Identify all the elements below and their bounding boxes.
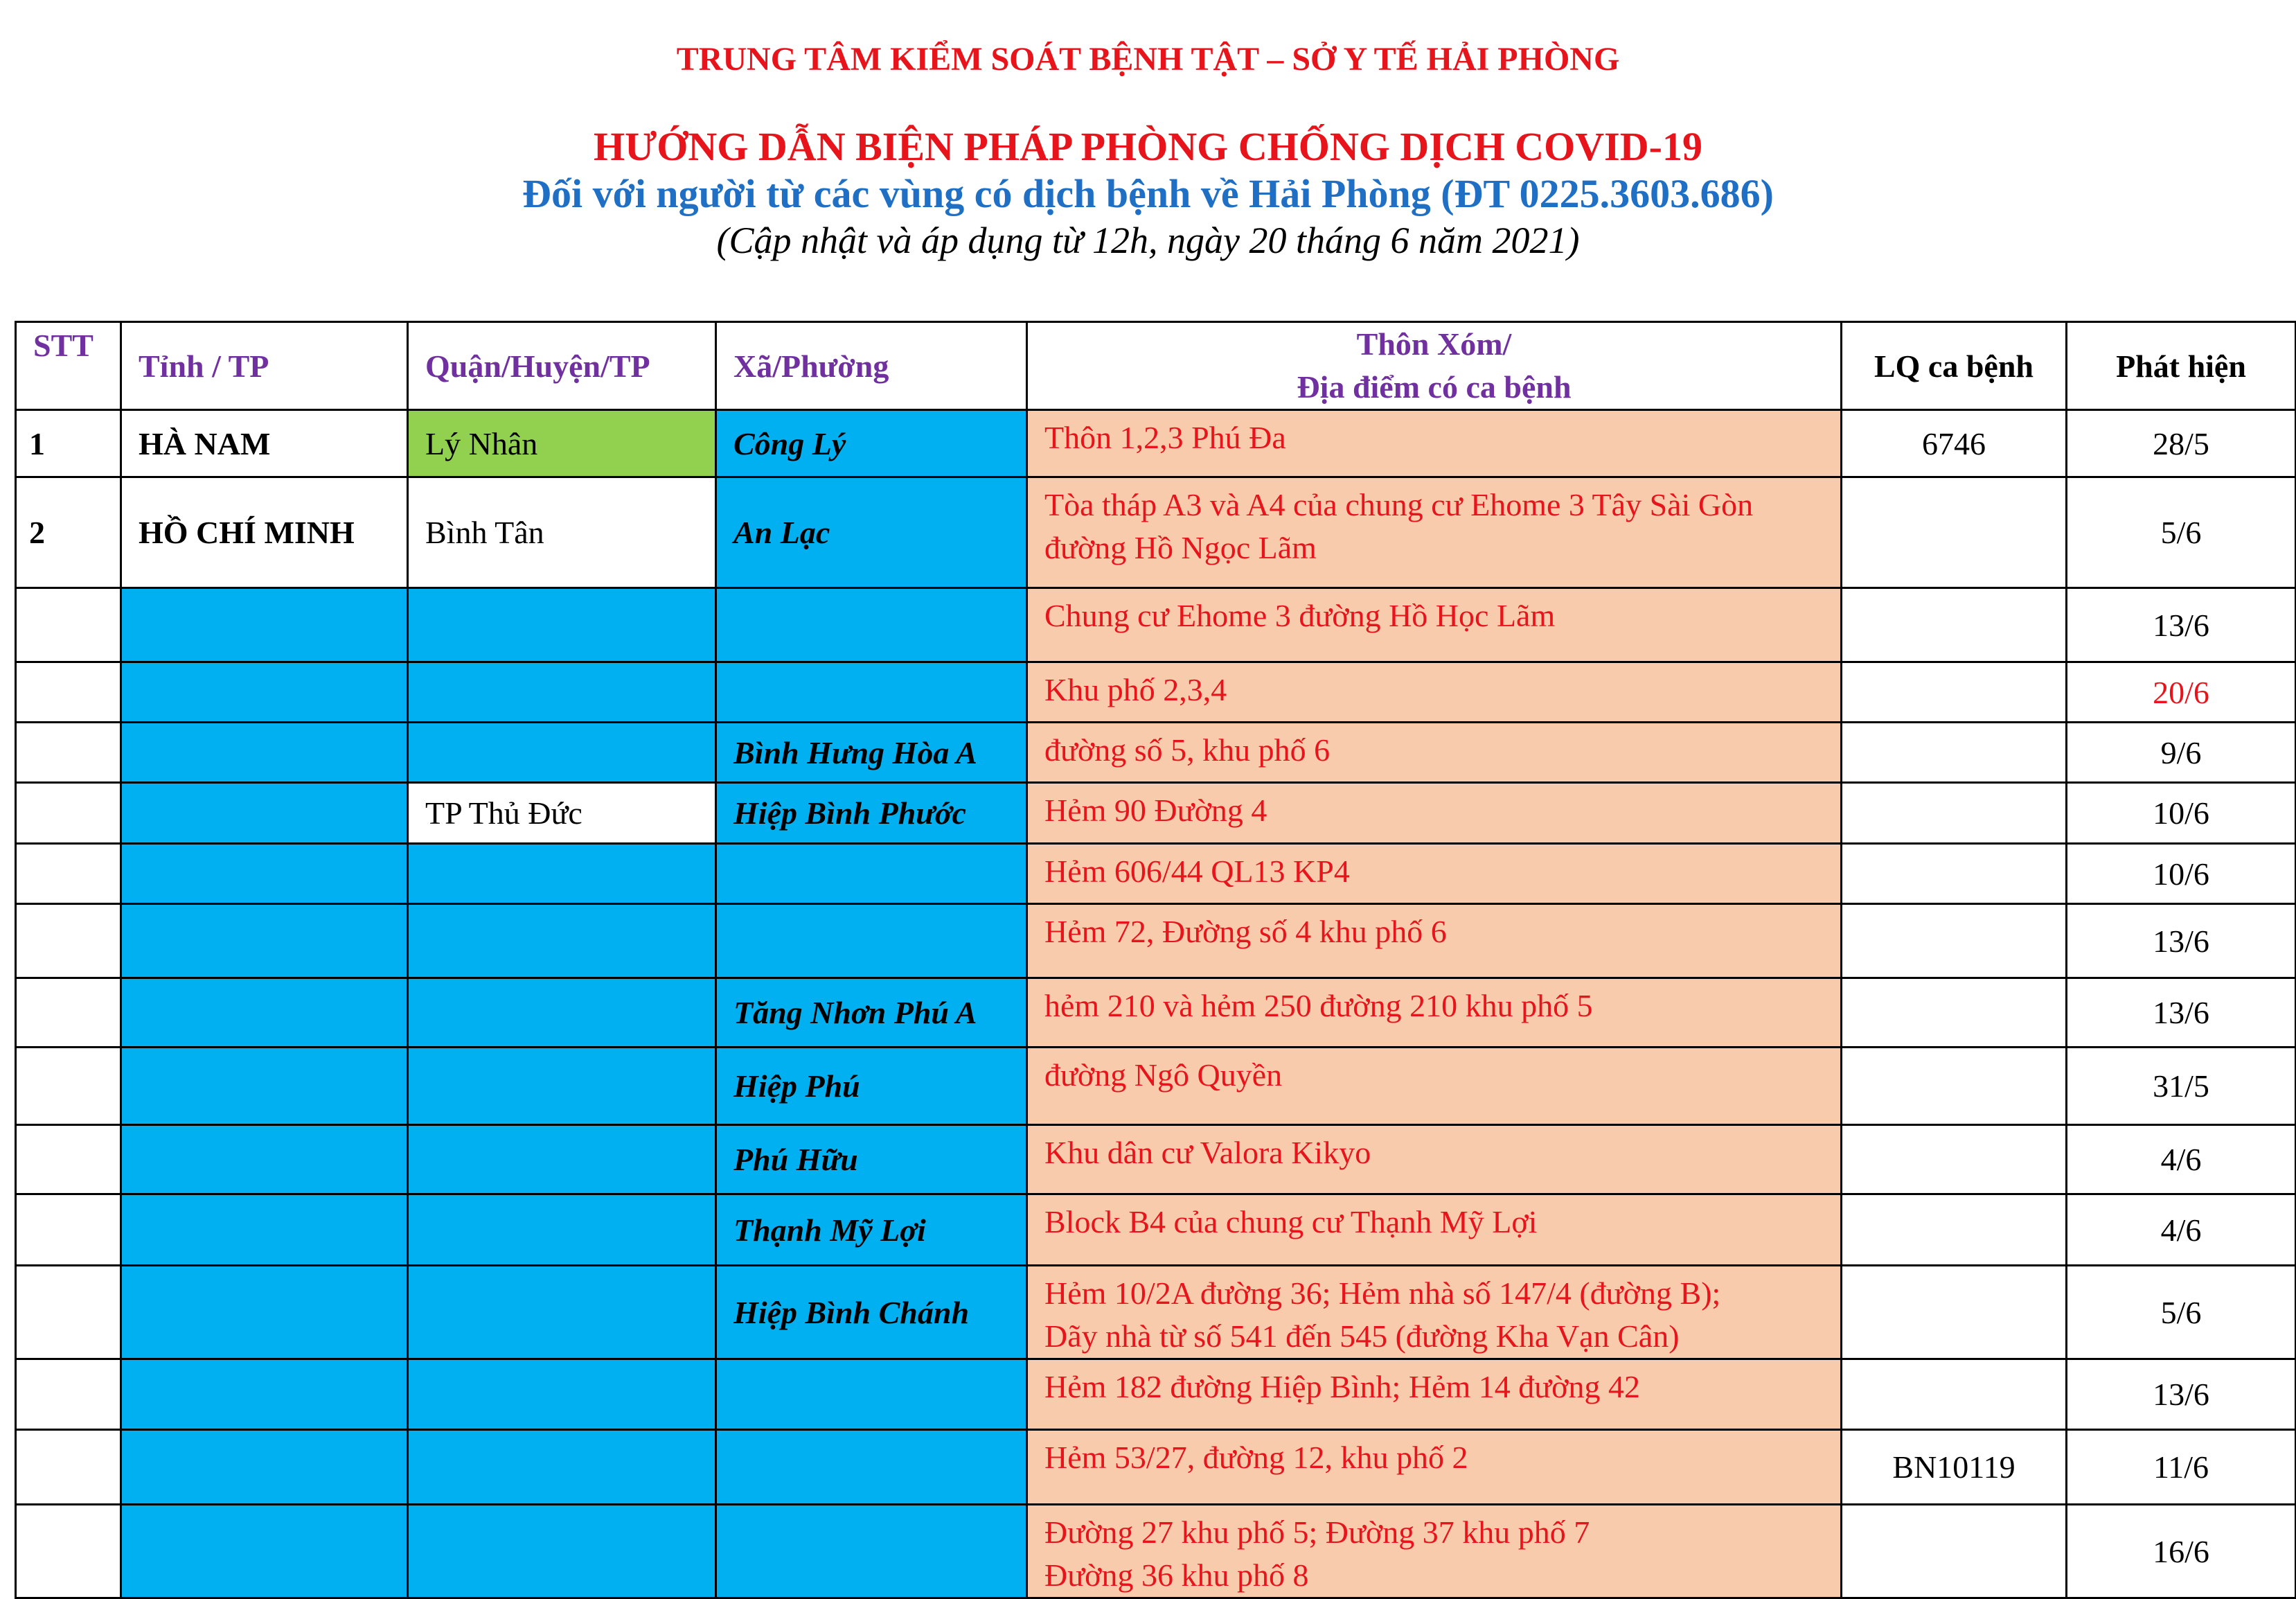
cell-place bbox=[1027, 662, 1842, 723]
cell-stt bbox=[16, 1125, 121, 1194]
column-header-commune: Xã/Phường bbox=[716, 322, 1027, 410]
cell-place bbox=[1027, 477, 1842, 588]
update-note: (Cập nhật và áp dụng từ 12h, ngày 20 tháng 6 năm 2021) bbox=[716, 220, 1580, 261]
cell-related-case: BN10119 bbox=[1842, 1430, 2067, 1505]
cell-stt bbox=[16, 1266, 121, 1359]
cell-district bbox=[408, 1505, 716, 1598]
cell-province bbox=[121, 1505, 408, 1598]
cell-commune: Thạnh Mỹ Lợi bbox=[716, 1194, 1027, 1266]
cell-place bbox=[1027, 844, 1842, 904]
cell-stt bbox=[16, 723, 121, 783]
cell-related-case bbox=[1842, 1048, 2067, 1125]
cell-detected: 28/5 bbox=[2067, 410, 2296, 477]
table-row bbox=[16, 978, 2296, 1048]
cell-detected: 13/6 bbox=[2067, 978, 2296, 1048]
cell-related-case bbox=[1842, 1125, 2067, 1194]
cell-place bbox=[1027, 1194, 1842, 1266]
cell-detected: 20/6 bbox=[2067, 662, 2296, 723]
cell-commune: Hiệp Bình Chánh bbox=[716, 1266, 1027, 1359]
column-header-province: Tỉnh / TP bbox=[121, 322, 408, 410]
table-row bbox=[16, 662, 2296, 723]
cell-place bbox=[1027, 978, 1842, 1048]
cell-commune: Công Lý bbox=[716, 410, 1027, 477]
cell-district bbox=[408, 1125, 716, 1194]
place-line1: Đường 27 khu phố 5; Đường 37 khu phố 7 bbox=[1044, 1514, 1590, 1550]
cell-district bbox=[408, 1266, 716, 1359]
cell-detected: 10/6 bbox=[2067, 783, 2296, 844]
place-line1: Hẻm 53/27, đường 12, khu phố 2 bbox=[1044, 1440, 1468, 1475]
cell-province bbox=[121, 723, 408, 783]
place-line1: đường Ngô Quyền bbox=[1044, 1057, 1283, 1093]
cell-place bbox=[1027, 723, 1842, 783]
cell-detected: 5/6 bbox=[2067, 1266, 2296, 1359]
cell-province bbox=[121, 1266, 408, 1359]
cell-commune bbox=[716, 844, 1027, 904]
cell-province bbox=[121, 844, 408, 904]
column-header-related-case: LQ ca bệnh bbox=[1842, 322, 2067, 410]
cell-place bbox=[1027, 410, 1842, 477]
cell-stt bbox=[16, 1359, 121, 1430]
cell-detected: 11/6 bbox=[2067, 1430, 2296, 1505]
cell-commune: Phú Hữu bbox=[716, 1125, 1027, 1194]
place-line2: đường Hồ Ngọc Lãm bbox=[1044, 530, 1317, 565]
cell-district: Bình Tân bbox=[408, 477, 716, 588]
column-header-stt: STT bbox=[16, 322, 121, 410]
cell-related-case bbox=[1842, 978, 2067, 1048]
cell-place bbox=[1027, 1266, 1842, 1359]
place-line2: Đường 36 khu phố 8 bbox=[1044, 1557, 1309, 1593]
place-line1: Hẻm 72, Đường số 4 khu phố 6 bbox=[1044, 914, 1447, 949]
place-line1: Hẻm 10/2A đường 36; Hẻm nhà số 147/4 (đường B); bbox=[1044, 1275, 1721, 1311]
cell-district bbox=[408, 1194, 716, 1266]
cell-detected: 4/6 bbox=[2067, 1125, 2296, 1194]
cell-commune bbox=[716, 588, 1027, 662]
cell-related-case bbox=[1842, 723, 2067, 783]
cell-province bbox=[121, 1194, 408, 1266]
cell-province bbox=[121, 783, 408, 844]
cell-district bbox=[408, 662, 716, 723]
cell-stt bbox=[16, 904, 121, 978]
cell-commune bbox=[716, 1505, 1027, 1598]
cell-stt bbox=[16, 978, 121, 1048]
cell-related-case bbox=[1842, 904, 2067, 978]
cell-stt bbox=[16, 1048, 121, 1125]
agency-title: TRUNG TÂM KIỂM SOÁT BỆNH TẬT – SỞ Y TẾ HẢI PHÒNG bbox=[676, 41, 1620, 78]
table-row bbox=[16, 1048, 2296, 1125]
table-row bbox=[16, 844, 2296, 904]
cell-stt bbox=[16, 1430, 121, 1505]
cell-province bbox=[121, 1048, 408, 1125]
place-line1: Hẻm 182 đường Hiệp Bình; Hẻm 14 đường 42 bbox=[1044, 1369, 1641, 1404]
cell-detected: 16/6 bbox=[2067, 1505, 2296, 1598]
cell-commune bbox=[716, 662, 1027, 723]
cell-related-case bbox=[1842, 588, 2067, 662]
cell-stt bbox=[16, 1194, 121, 1266]
column-header-place-line1: Thôn Xóm/ bbox=[1356, 326, 1512, 362]
cell-province bbox=[121, 1430, 408, 1505]
place-line2: Dãy nhà từ số 541 đến 545 (đường Kha Vạn Cân) bbox=[1044, 1318, 1680, 1354]
table-row bbox=[16, 1125, 2296, 1194]
cell-detected: 13/6 bbox=[2067, 1359, 2296, 1430]
cell-district bbox=[408, 978, 716, 1048]
place-line1: Chung cư Ehome 3 đường Hồ Học Lãm bbox=[1044, 598, 1556, 633]
cell-place bbox=[1027, 1125, 1842, 1194]
cell-detected: 31/5 bbox=[2067, 1048, 2296, 1125]
column-header-detected: Phát hiện bbox=[2067, 322, 2296, 410]
cell-place bbox=[1027, 588, 1842, 662]
cell-district: TP Thủ Đức bbox=[408, 783, 716, 844]
cell-place bbox=[1027, 1430, 1842, 1505]
cell-detected: 5/6 bbox=[2067, 477, 2296, 588]
table-row bbox=[16, 1359, 2296, 1430]
cell-province bbox=[121, 662, 408, 723]
cell-province bbox=[121, 904, 408, 978]
place-line1: Tòa tháp A3 và A4 của chung cư Ehome 3 Tây Sài Gòn bbox=[1044, 487, 1754, 522]
cell-place bbox=[1027, 1048, 1842, 1125]
cell-commune bbox=[716, 1359, 1027, 1430]
table-row bbox=[16, 588, 2296, 662]
place-line1: Hẻm 606/44 QL13 KP4 bbox=[1044, 854, 1350, 889]
document-subtitle: Đối với người từ các vùng có dịch bệnh về Hải Phòng (ĐT 0225.3603.686) bbox=[522, 171, 1774, 216]
table-row bbox=[16, 1430, 2296, 1505]
table-row bbox=[16, 1505, 2296, 1598]
cell-district bbox=[408, 588, 716, 662]
cell-related-case bbox=[1842, 1359, 2067, 1430]
cell-stt bbox=[16, 588, 121, 662]
cell-place bbox=[1027, 1505, 1842, 1598]
table-row bbox=[16, 1266, 2296, 1359]
cell-place bbox=[1027, 904, 1842, 978]
cell-district bbox=[408, 1430, 716, 1505]
table-row bbox=[16, 723, 2296, 783]
cell-province bbox=[121, 588, 408, 662]
place-line1: Thôn 1,2,3 Phú Đa bbox=[1044, 420, 1286, 455]
cell-detected: 13/6 bbox=[2067, 588, 2296, 662]
cell-related-case: 6746 bbox=[1842, 410, 2067, 477]
table-row bbox=[16, 1194, 2296, 1266]
place-line1: đường số 5, khu phố 6 bbox=[1044, 732, 1331, 768]
table-row bbox=[16, 410, 2296, 477]
cell-district bbox=[408, 844, 716, 904]
place-line1: Hẻm 90 Đường 4 bbox=[1044, 793, 1267, 828]
cell-detected: 13/6 bbox=[2067, 904, 2296, 978]
cell-commune bbox=[716, 1430, 1027, 1505]
column-header-district: Quận/Huyện/TP bbox=[408, 322, 716, 410]
place-line1: hẻm 210 và hẻm 250 đường 210 khu phố 5 bbox=[1044, 988, 1593, 1023]
cell-stt: 2 bbox=[16, 477, 121, 588]
outbreak-locations-table bbox=[15, 321, 2296, 1599]
cell-place bbox=[1027, 1359, 1842, 1430]
place-line1: Block B4 của chung cư Thạnh Mỹ Lợi bbox=[1044, 1204, 1538, 1239]
cell-commune: Hiệp Bình Phước bbox=[716, 783, 1027, 844]
column-header-place-line2: Địa điểm có ca bệnh bbox=[1297, 369, 1572, 405]
cell-commune: Tăng Nhơn Phú A bbox=[716, 978, 1027, 1048]
column-header-place bbox=[1027, 322, 1842, 410]
table-row bbox=[16, 477, 2296, 588]
cell-place bbox=[1027, 783, 1842, 844]
cell-related-case bbox=[1842, 783, 2067, 844]
cell-commune bbox=[716, 904, 1027, 978]
cell-province bbox=[121, 1125, 408, 1194]
cell-related-case bbox=[1842, 1266, 2067, 1359]
cell-commune: An Lạc bbox=[716, 477, 1027, 588]
table-row bbox=[16, 783, 2296, 844]
document-title: HƯỚNG DẪN BIỆN PHÁP PHÒNG CHỐNG DỊCH COVID-19 bbox=[594, 124, 1702, 169]
cell-detected: 9/6 bbox=[2067, 723, 2296, 783]
cell-detected: 10/6 bbox=[2067, 844, 2296, 904]
cell-commune: Bình Hưng Hòa A bbox=[716, 723, 1027, 783]
cell-district bbox=[408, 1048, 716, 1125]
cell-district bbox=[408, 904, 716, 978]
cell-district bbox=[408, 723, 716, 783]
cell-stt bbox=[16, 662, 121, 723]
cell-related-case bbox=[1842, 477, 2067, 588]
cell-stt bbox=[16, 783, 121, 844]
place-line1: Khu phố 2,3,4 bbox=[1044, 672, 1227, 707]
table-header-row bbox=[16, 322, 2296, 410]
cell-related-case bbox=[1842, 662, 2067, 723]
cell-stt bbox=[16, 1505, 121, 1598]
cell-commune: Hiệp Phú bbox=[716, 1048, 1027, 1125]
cell-province bbox=[121, 978, 408, 1048]
cell-detected: 4/6 bbox=[2067, 1194, 2296, 1266]
cell-stt bbox=[16, 844, 121, 904]
cell-related-case bbox=[1842, 1194, 2067, 1266]
table-row bbox=[16, 904, 2296, 978]
cell-province: HÀ NAM bbox=[121, 410, 408, 477]
cell-province: HỒ CHÍ MINH bbox=[121, 477, 408, 588]
place-line1: Khu dân cư Valora Kikyo bbox=[1044, 1135, 1371, 1170]
cell-district: Lý Nhân bbox=[408, 410, 716, 477]
cell-related-case bbox=[1842, 844, 2067, 904]
cell-province bbox=[121, 1359, 408, 1430]
cell-related-case bbox=[1842, 1505, 2067, 1598]
cell-district bbox=[408, 1359, 716, 1430]
cell-stt: 1 bbox=[16, 410, 121, 477]
